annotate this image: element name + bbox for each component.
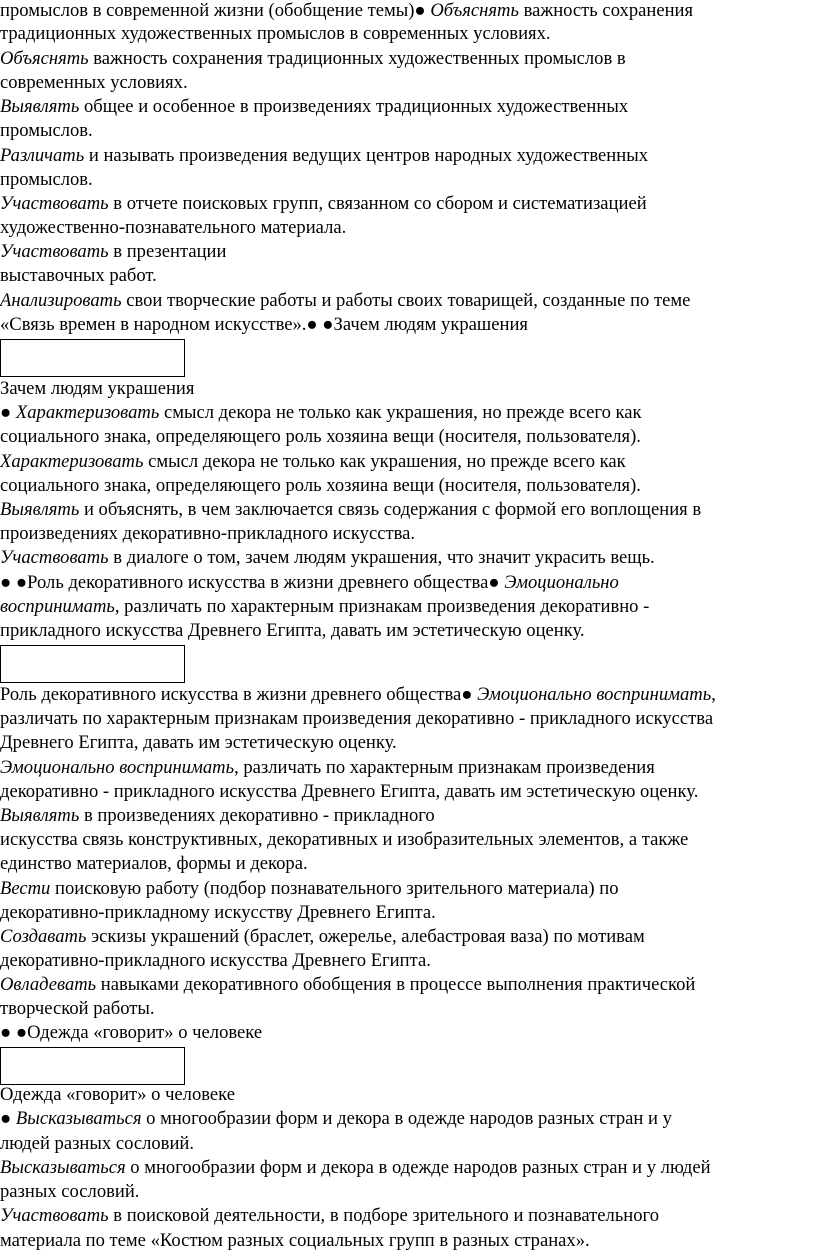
emphasis-text: Участвовать (0, 241, 109, 262)
text-run: общее и особенное в произведениях традиционных художественных (79, 96, 629, 117)
text-line (0, 731, 397, 755)
text-line (0, 683, 716, 707)
emphasis-text: Объяснять (0, 48, 89, 69)
emphasis-text: Участвовать (0, 193, 109, 214)
text-run: декоративно - прикладного искусства Древнего Египта, давать им эстетическую оценку. (0, 781, 699, 802)
text-line (0, 1229, 590, 1253)
text-line (0, 522, 415, 546)
text-run: материала по теме «Костюм разных социальных групп в разных странах». (0, 1230, 590, 1251)
text-line (0, 1156, 711, 1180)
text-run: , различать по характерным признакам произведения декоративно - (114, 596, 650, 617)
text-line (0, 997, 155, 1021)
text-run: разных сословий. (0, 1181, 140, 1202)
text-run: «Связь времен в народном искусстве».● ●Зачем людям украшения (0, 314, 528, 335)
text-run: и называть произведения ведущих центров народных художественных (84, 145, 648, 166)
text-line (0, 377, 194, 401)
empty-table-cell (0, 1047, 185, 1085)
text-line (0, 264, 157, 288)
text-line (0, 1083, 235, 1107)
text-run: социального знака, определяющего роль хозяина вещи (носителя, пользователя). (0, 475, 641, 496)
emphasis-text: Анализировать (0, 290, 122, 311)
text-line (0, 546, 655, 570)
emphasis-text: Вести (0, 878, 51, 899)
text-line (0, 498, 701, 522)
text-run: искусства связь конструктивных, декоративных и изобразительных элементов, а также (0, 829, 689, 850)
text-run: Одежда «говорит» о человеке (0, 1084, 235, 1105)
text-run: промыслов в современной жизни (обобщение темы)● (0, 0, 431, 21)
text-line (0, 901, 436, 925)
text-run: художественно-познавательного материала. (0, 217, 347, 238)
text-run: социального знака, определяющего роль хозяина вещи (носителя, пользователя). (0, 426, 641, 447)
text-run: в произведениях декоративно - прикладного (79, 805, 435, 826)
text-run: промыслов. (0, 169, 93, 190)
emphasis-text: Выявлять (0, 805, 80, 826)
text-line (0, 168, 93, 192)
text-line (0, 973, 695, 997)
emphasis-text: Эмоционально (504, 572, 619, 593)
text-run: промыслов. (0, 120, 93, 141)
text-run: навыками декоративного обобщения в процессе выполнения практической (96, 974, 696, 995)
emphasis-text: Участвовать (0, 547, 109, 568)
text-run: прикладного искусства Древнего Египта, давать им эстетическую оценку. (0, 620, 585, 641)
text-line (0, 756, 655, 780)
text-line (0, 925, 645, 949)
text-line (0, 192, 647, 216)
text-line (0, 450, 626, 474)
text-line (0, 804, 435, 828)
text-run: ● ●Роль декоративного искусства в жизни древнего общества● (0, 572, 505, 593)
emphasis-text: Высказываться (15, 1108, 142, 1129)
emphasis-text: Выявлять (0, 499, 80, 520)
text-run: смысл декора не только как украшения, но прежде всего как (159, 402, 642, 423)
text-line (0, 0, 693, 23)
emphasis-text: Различать (0, 145, 85, 166)
text-line (0, 474, 641, 498)
text-line (0, 1107, 672, 1131)
text-line (0, 216, 346, 240)
text-run: людей разных сословий. (0, 1133, 194, 1154)
text-line (0, 1021, 262, 1045)
text-line (0, 144, 648, 168)
text-line (0, 22, 551, 46)
text-line (0, 877, 619, 901)
text-line (0, 780, 698, 804)
text-run: важность сохранения традиционных художественных промыслов в (88, 48, 626, 69)
text-line (0, 949, 431, 973)
emphasis-text: Выявлять (0, 96, 80, 117)
text-run: декоративно-прикладному искусству Древнего Египта. (0, 902, 436, 923)
text-line (0, 240, 226, 264)
emphasis-text: воспринимать (0, 596, 115, 617)
text-line (0, 71, 188, 95)
text-line (0, 401, 642, 425)
text-run: поисковую работу (подбор познавательного зрительного материала) по (50, 878, 619, 899)
text-line (0, 1132, 194, 1156)
text-line (0, 313, 528, 337)
text-run: в отчете поисковых групп, связанном со сбором и систематизацией (108, 193, 647, 214)
text-run: о многообразии форм и декора в одежде народов разных стран и у (141, 1108, 672, 1129)
text-run: свои творческие работы и работы своих товарищей, созданные по теме (121, 290, 691, 311)
text-line (0, 707, 713, 731)
text-line (0, 852, 308, 876)
text-run: различать по характерным признакам произведения декоративно - прикладного искусства (0, 708, 714, 729)
text-run: ● ●Одежда «говорит» о человеке (0, 1022, 263, 1043)
emphasis-text: Объяснять (430, 0, 519, 21)
emphasis-text: Высказываться (0, 1157, 126, 1178)
text-line (0, 95, 628, 119)
text-run: Зачем людям украшения (0, 378, 195, 399)
text-run: выставочных работ. (0, 265, 157, 286)
text-line (0, 289, 690, 313)
text-line (0, 119, 93, 143)
emphasis-text: Характеризовать (15, 402, 160, 423)
text-run: , различать по характерным признакам произведения (234, 757, 655, 778)
text-line (0, 47, 626, 71)
empty-table-cell (0, 645, 185, 683)
text-line (0, 1204, 659, 1228)
text-run: в диалоге о том, зачем людям украшения, что значит украсить вещь. (108, 547, 655, 568)
text-run: эскизы украшений (браслет, ожерелье, алебастровая ваза) по мотивам (86, 926, 645, 947)
text-run: традиционных художественных промыслов в современных условиях. (0, 23, 551, 44)
text-run: произведениях декоративно-прикладного искусства. (0, 523, 416, 544)
text-run: смысл декора не только как украшения, но прежде всего как (143, 451, 626, 472)
emphasis-text: Эмоционально воспринимать (477, 684, 712, 705)
emphasis-text: Овладевать (0, 974, 97, 995)
text-line (0, 595, 649, 619)
empty-table-cell (0, 339, 185, 377)
text-run: творческой работы. (0, 998, 155, 1019)
text-run: единство материалов, формы и декора. (0, 853, 308, 874)
text-run: Древнего Египта, давать им эстетическую оценку. (0, 732, 397, 753)
emphasis-text: Эмоционально воспринимать (0, 757, 235, 778)
text-run: , (711, 684, 716, 705)
emphasis-text: Создавать (0, 926, 87, 947)
text-line (0, 828, 688, 852)
text-run: ● (0, 402, 16, 423)
text-run: Роль декоративного искусства в жизни древнего общества● (0, 684, 478, 705)
text-run: в поисковой деятельности, в подборе зрительного и познавательного (108, 1205, 660, 1226)
text-run: современных условиях. (0, 72, 188, 93)
text-run: декоративно-прикладного искусства Древнего Египта. (0, 950, 431, 971)
text-line (0, 425, 641, 449)
text-run: ● (0, 1108, 16, 1129)
text-run: о многообразии форм и декора в одежде народов разных стран и у людей (125, 1157, 711, 1178)
text-line (0, 571, 619, 595)
text-line (0, 1180, 139, 1204)
emphasis-text: Участвовать (0, 1205, 109, 1226)
emphasis-text: Характеризовать (0, 451, 144, 472)
text-run: и объяснять, в чем заключается связь содержания с формой его воплощения в (79, 499, 702, 520)
text-run: в презентации (108, 241, 227, 262)
text-run: важность сохранения (518, 0, 694, 21)
text-line (0, 619, 585, 643)
